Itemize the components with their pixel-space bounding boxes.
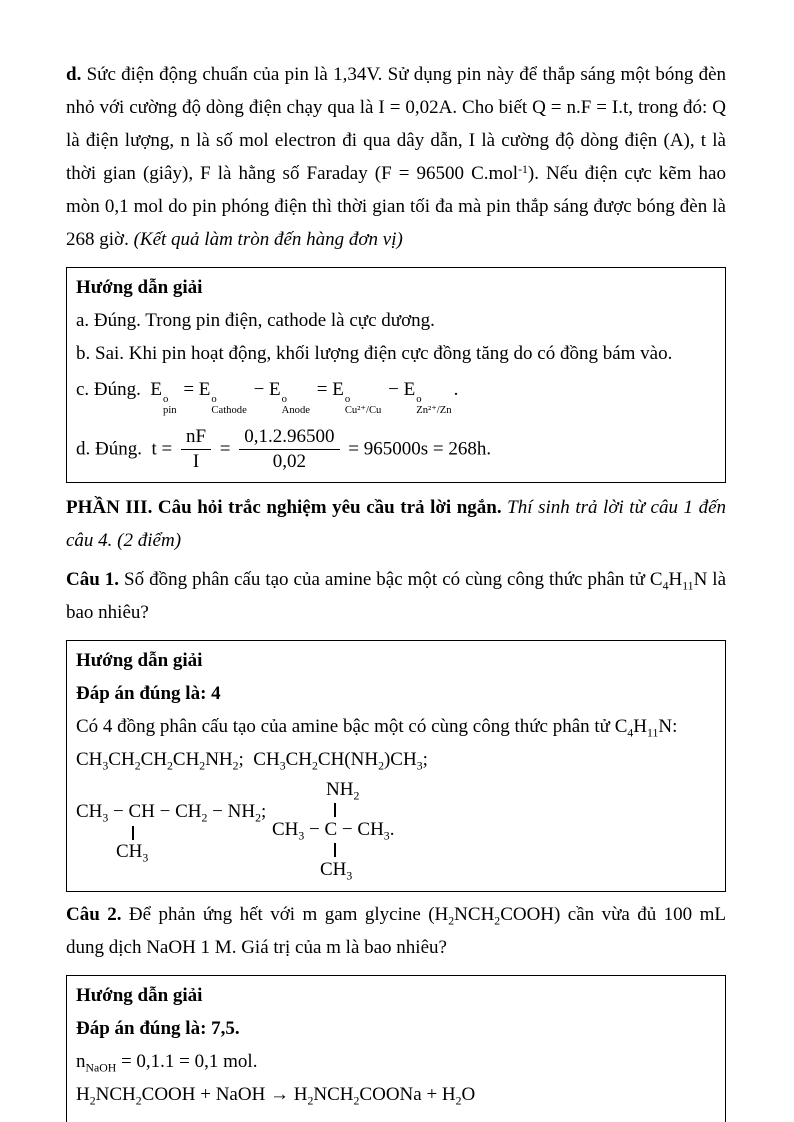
solution-line-c: c. Đúng. E o pin = E o Cathode − E o Anode = E o Cu²⁺/Cu − E o Zn²⁺/Zn . bbox=[76, 379, 459, 417]
solution-line-a: a. Đúng. Trong pin điện, cathode là cực dương. bbox=[76, 310, 435, 331]
question-2-lead: Câu 2. bbox=[66, 904, 122, 926]
question-1 bbox=[66, 563, 726, 629]
paragraph-d-lead: d. bbox=[66, 64, 82, 85]
part3-heading-italic: Thí sinh trả lời từ câu 1 đến câu 4. (2 điểm) bbox=[66, 497, 727, 552]
paragraph-d-body: Sức điện động chuẩn của pin là 1,34V. Sử dụng pin này để thắp sáng một bóng đèn nhỏ với cường độ dòng điện chạy qua là I = 0,02A. Cho biết Q = n.F = I.t, trong đó: Q là điện lượng, n là số mol electron đi qua dây dẫn, I là cường độ dòng điện (A), t là thời gian (giây), F là hằng số Faraday (F = 96500 C.mol$^{-1}$). Nếu điện cực kẽm hao mòn 0,1 mol do pin phóng điện thì thời gian tối đa mà pin thắp sáng được bóng đèn là 268 giờ. (Kết quả làm tròn đến hàng đơn vị) bbox=[66, 64, 727, 250]
solution-box-1 bbox=[66, 267, 726, 483]
solution-box-3-title: Hướng dẫn giải bbox=[76, 985, 203, 1007]
solution-box-2 bbox=[66, 640, 726, 892]
bond-line bbox=[132, 826, 134, 840]
part3-heading-bold: PHẦN III. Câu hỏi trắc nghiệm yêu cầu trả lời ngắn. bbox=[66, 497, 502, 519]
solution-box-2-title: Hướng dẫn giải bbox=[76, 650, 203, 672]
solution-box-2-answer: Đáp án đúng là: 4 bbox=[76, 683, 221, 705]
bond-line bbox=[334, 843, 336, 857]
question-1-body: Số đồng phân cấu tạo của amine bậc một có cùng công thức phân tử $C_4H_{11}N$ là bao nhiêu? bbox=[66, 569, 726, 624]
question-1-lead: Câu 1. bbox=[66, 569, 120, 591]
struct-right-bottom-group: $CH_3$ bbox=[320, 859, 353, 883]
part3-heading bbox=[66, 491, 726, 557]
isomer-count-line: Có 4 đồng phân cấu tạo của amine bậc một có cùng công thức phân tử $C_4H_{11}N$: bbox=[76, 716, 678, 740]
struct-right-main-chain: $CH_3 - C - CH_3$. bbox=[272, 819, 395, 843]
solution-box-3-answer: Đáp án đúng là: 7,5. bbox=[76, 1018, 240, 1040]
solution-line-b: b. Sai. Khi pin hoạt động, khối lượng điện cực đồng tăng do có đồng bám vào. bbox=[76, 343, 673, 364]
reaction-equation-line: $H_2NCH_2COOH$ + NaOH → $H_2NCH_2COONa + H_2O$ bbox=[76, 1084, 476, 1108]
bond-line bbox=[334, 803, 336, 817]
question-2-body: Để phản ứng hết với m gam glycine $(H_2NCH_2COOH)$ cần vừa đủ 100 mL dung dịch NaOH 1 M. Giá trị của m là bao nhiêu? bbox=[66, 904, 726, 959]
structural-formulas bbox=[76, 779, 715, 885]
solution-line-d: d. Đúng. t = $\frac{nF}{I}$ = $\frac{0,1.2.96500}{0,02}$ = 965000s = 268h. bbox=[76, 425, 492, 472]
solution-box-3 bbox=[66, 975, 726, 1122]
struct-left-main-chain: $CH_3$ − CH − $CH_2 - NH_2$; bbox=[76, 801, 267, 825]
isomer-formulas-line: $CH_3CH_2CH_2CH_2NH_2$; $CH_3CH_2CH(NH_2)CH_3$; bbox=[76, 749, 428, 773]
mole-calculation-line: $n_{NaOH} = 0,1.1 = 0,1$ mol. bbox=[76, 1051, 258, 1075]
question-2 bbox=[66, 898, 726, 964]
struct-right-top-group: $NH_2$ bbox=[326, 779, 360, 803]
paragraph-d bbox=[66, 58, 726, 256]
struct-left-branch: $CH_3$ bbox=[116, 841, 149, 865]
solution-box-1-title: Hướng dẫn giải bbox=[76, 277, 203, 298]
